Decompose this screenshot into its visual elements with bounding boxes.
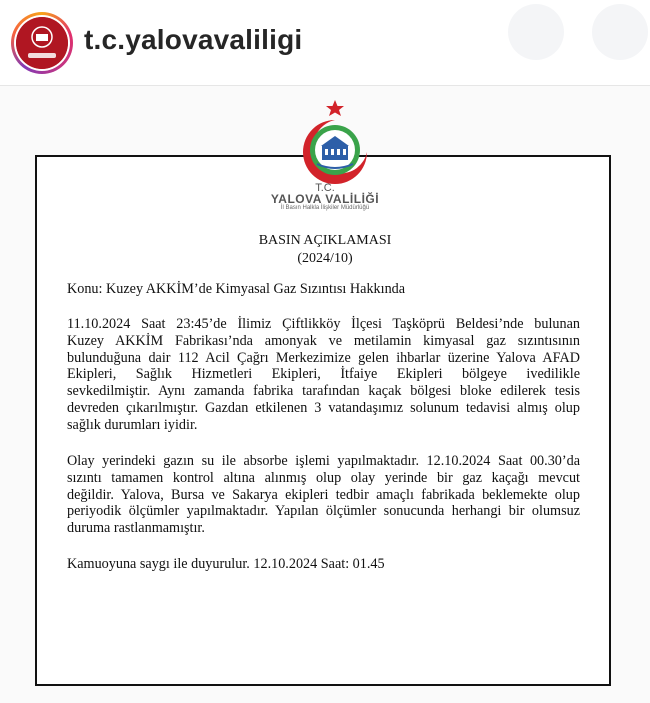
profile-avatar[interactable]: [11, 12, 73, 74]
yalova-governorship-emblem-icon: [295, 96, 375, 186]
subject-line: Konu: Kuzey AKKİM’de Kimyasal Gaz Sızıntısı Hakkında: [67, 281, 406, 297]
yalova-logo-avatar-icon: [16, 17, 68, 69]
placeholder-circle: [508, 4, 564, 60]
paragraph-1-line: sevkedilmiştir. Aynı zamanda fabrika tarafından kaçak bölgesi bloke edilerek tesis: [67, 383, 580, 400]
paragraph-1: [67, 316, 580, 434]
paragraph-2-line: duruma rastlanmamıştır.: [67, 520, 205, 537]
paragraph-2-line: Olay yerindeki gazın su ile absorbe işlemi yapılmaktadır. 12.10.2024 Saat 00.30’da: [67, 453, 580, 469]
press-release-number: (2024/10): [297, 251, 353, 266]
closing-line: Kamuoyuna saygı ile duyurulur. 12.10.2024 Saat: 01.45: [67, 556, 385, 572]
post-header: [0, 0, 650, 84]
paragraph-1-line: sağlık durumları iyidir.: [67, 416, 198, 433]
paragraph-2: [67, 453, 580, 537]
paragraph-1-line: bulunduğuna dair 112 Acil Çağrı Merkezimize gelen ihbarlar üzerine Yalova AFAD: [67, 349, 580, 366]
paragraph-2-line: periyodik ölçümler yapılmaktadır. Yapılan ölçümler sonucunda herhangi bir olumsuz: [67, 503, 580, 520]
avatar-ring: [14, 15, 70, 71]
emblem-name-label: YALOVA VALİLİĞİ: [270, 192, 380, 206]
placeholder-circle: [592, 4, 648, 60]
emblem-sub-label: İl Basın Halkla İlişkiler Müdürlüğü: [280, 205, 370, 211]
paragraph-2-line: değildir. Yalova, Bursa ve Sakarya ekipleri tedbir amaçlı fabrikada beklemekte olup: [67, 486, 580, 503]
paragraph-1-line: Ekipleri, Sağlık Hizmetleri Ekipleri, İtfaiye Ekipleri bölgeye ivedilikle: [67, 366, 580, 383]
paragraph-1-line: 11.10.2024 Saat 23:45’de İlimiz Çiftlikköy İlçesi Taşköprü Beldesi’nde bulunan: [67, 316, 580, 332]
paragraph-1-line: Kuzey AKKİM Fabrikası’nda amonyak ve metilamin kimyasal gaz sızıntısının: [67, 332, 580, 349]
paragraph-1-line: devreden çıkarılmıştır. Gazdan etkilenen 3 vatandaşımız solunum tedavisi almış olup: [67, 399, 580, 416]
emblem-tc-label: T.C.: [315, 182, 335, 194]
press-release-title: BASIN AÇIKLAMASI: [258, 233, 392, 248]
paragraph-2-line: sızıntı tamamen kontrol altına alınmış olup olay yerinde bir gaz kaçağı mevcut: [67, 469, 580, 486]
account-username[interactable]: t.c.yalovavaliligi: [84, 24, 303, 55]
